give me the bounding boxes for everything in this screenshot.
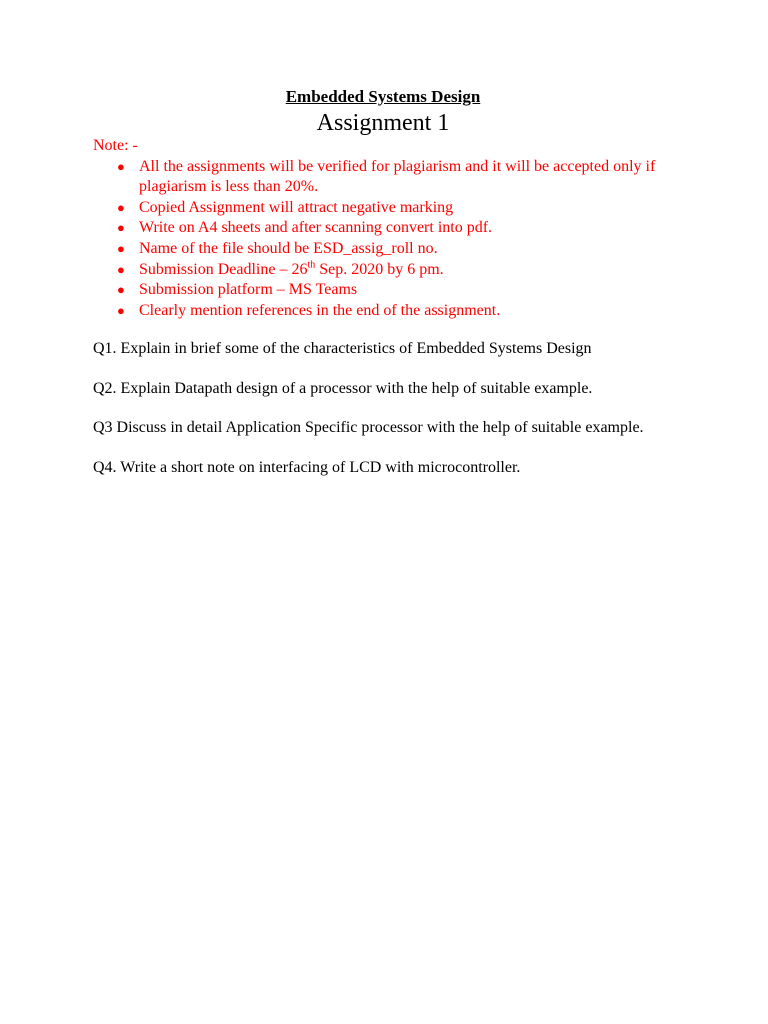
note-item <box>93 301 693 322</box>
note-item <box>93 218 693 239</box>
note-item <box>93 239 693 260</box>
note-item-text: Submission platform – MS Teams <box>139 281 358 299</box>
question-2: Q2. Explain Datapath design of a processor with the help of suitable example. <box>93 379 593 397</box>
note-item-text: Name of the file should be ESD_assig_roll no. <box>139 239 438 257</box>
bullet-icon: ● <box>117 261 125 277</box>
note-item <box>93 157 693 198</box>
question-1: Q1. Explain in brief some of the characteristics of Embedded Systems Design <box>93 340 592 357</box>
bullet-icon: ● <box>117 302 125 318</box>
bullet-icon: ● <box>117 199 125 215</box>
assignment-title: Assignment 1 <box>316 110 450 136</box>
question-4: Q4. Write a short note on interfacing of LCD with microcontroller. <box>93 458 521 476</box>
note-section <box>93 136 693 321</box>
note-item <box>93 280 693 301</box>
deadline-superscript: th <box>307 259 316 271</box>
note-item-text: Write on A4 sheets and after scanning convert into pdf. <box>139 219 493 237</box>
bullet-icon: ● <box>117 240 125 256</box>
note-list <box>93 157 693 322</box>
questions-section <box>93 339 673 497</box>
note-item-deadline <box>93 260 693 281</box>
bullet-icon: ● <box>117 282 125 298</box>
course-title: Embedded Systems Design <box>285 87 481 106</box>
deadline-suffix: Sep. 2020 by 6 pm. <box>315 260 444 278</box>
note-item-text: Clearly mention references in the end of the assignment. <box>139 301 501 319</box>
note-label: Note: - <box>93 137 138 154</box>
question-3: Q3 Discuss in detail Application Specific processor with the help of suitable example. <box>93 419 644 437</box>
note-item <box>93 198 693 219</box>
bullet-icon: ● <box>117 158 125 174</box>
deadline-prefix: Submission Deadline – 26 <box>139 260 308 278</box>
note-item-text: All the assignments will be verified for plagiarism and it will be accepted only if plagiarism is less than 20%. <box>139 157 656 196</box>
bullet-icon: ● <box>117 220 125 236</box>
note-item-text: Copied Assignment will attract negative marking <box>139 198 454 216</box>
